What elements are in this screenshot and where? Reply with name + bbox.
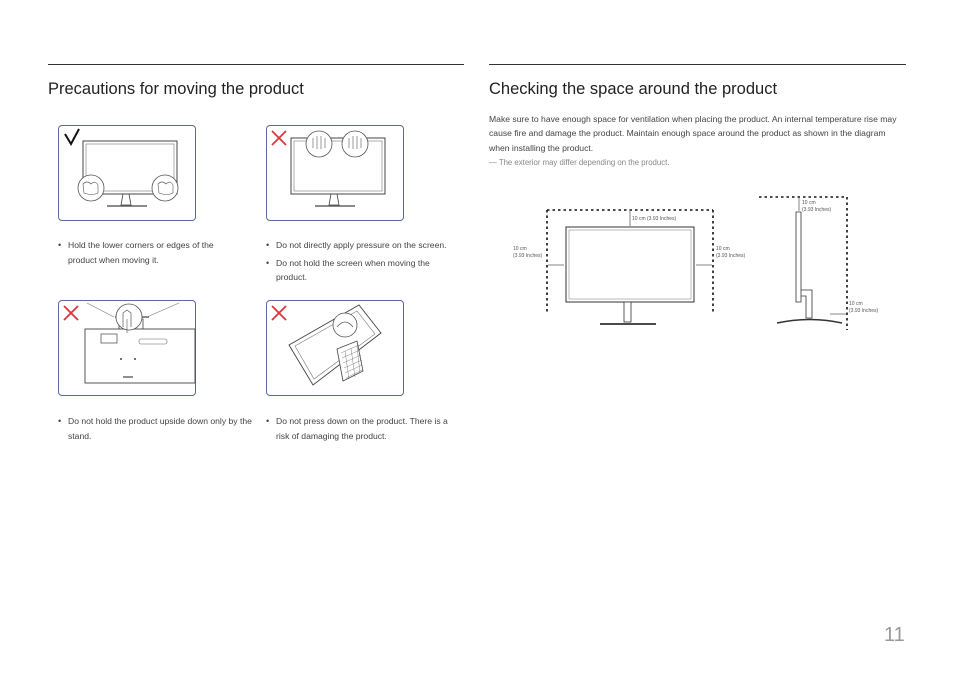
check-mark-icon [65, 129, 79, 144]
cross-mark-icon [272, 306, 286, 320]
cross-mark-icon [272, 131, 286, 145]
bullet-item: • Hold the lower corners or edges of the product when moving it. [58, 238, 238, 267]
bullet-item: • Do not press down on the product. There is a risk of damaging the product. [266, 414, 460, 443]
figure-upside-down [58, 300, 196, 396]
label-left-cm: 10 cm [513, 246, 527, 252]
bullet-list-1 [58, 238, 238, 267]
tilted-monitor-illustration [289, 305, 381, 385]
page-number: 11 [884, 624, 905, 646]
front-monitor-illustration [566, 227, 694, 324]
figure-press-down [266, 300, 404, 396]
right-section-heading: Checking the space around the product [489, 80, 778, 98]
bullet-list-4 [266, 414, 460, 443]
hand-right-icon [152, 175, 178, 201]
side-monitor-illustration [777, 212, 842, 323]
bullet-item: • Do not directly apply pressure on the screen. [266, 238, 456, 253]
figure-pressure-on-screen [266, 125, 404, 221]
label-side-top-cm: 10 cm [802, 200, 816, 206]
monitor-illustration [291, 138, 385, 206]
cross-mark-icon [64, 306, 78, 320]
label-side-back-in: (3.93 Inches) [849, 308, 879, 314]
side-clearance-box [759, 197, 847, 330]
label-side-back-cm: 10 cm [849, 301, 863, 307]
ventilation-paragraph: Make sure to have enough space for ventilation when placing the product. An internal temperature rise may cause fire and damage the product. Maintain enough space around the product as shown in the diagram when installing the product. [489, 114, 897, 153]
bullet-item: • Do not hold the screen when moving the product. [266, 256, 456, 285]
bullet-list-3 [58, 414, 253, 443]
hand-left-icon [306, 131, 332, 157]
hand-icon [333, 313, 357, 337]
hand-right-icon [342, 131, 368, 157]
figure-hold-lower-corners [58, 125, 196, 221]
exterior-note: — The exterior may differ depending on the product. [489, 158, 670, 167]
space-diagram [500, 190, 900, 340]
label-side-top-in: (3.93 Inches) [802, 207, 832, 213]
label-right-in: (3.93 Inches) [716, 253, 746, 259]
left-section-heading: Precautions for moving the product [48, 80, 304, 98]
left-top-rule [48, 64, 464, 65]
label-top-clearance: 10 cm (3.93 Inches) [632, 216, 677, 222]
hand-left-icon [78, 175, 104, 201]
label-right-cm: 10 cm [716, 246, 730, 252]
right-top-rule [489, 64, 906, 65]
bullet-item: • Do not hold the product upside down only by the stand. [58, 414, 253, 443]
bullet-list-2 [266, 238, 456, 285]
label-left-in: (3.93 Inches) [513, 253, 543, 259]
